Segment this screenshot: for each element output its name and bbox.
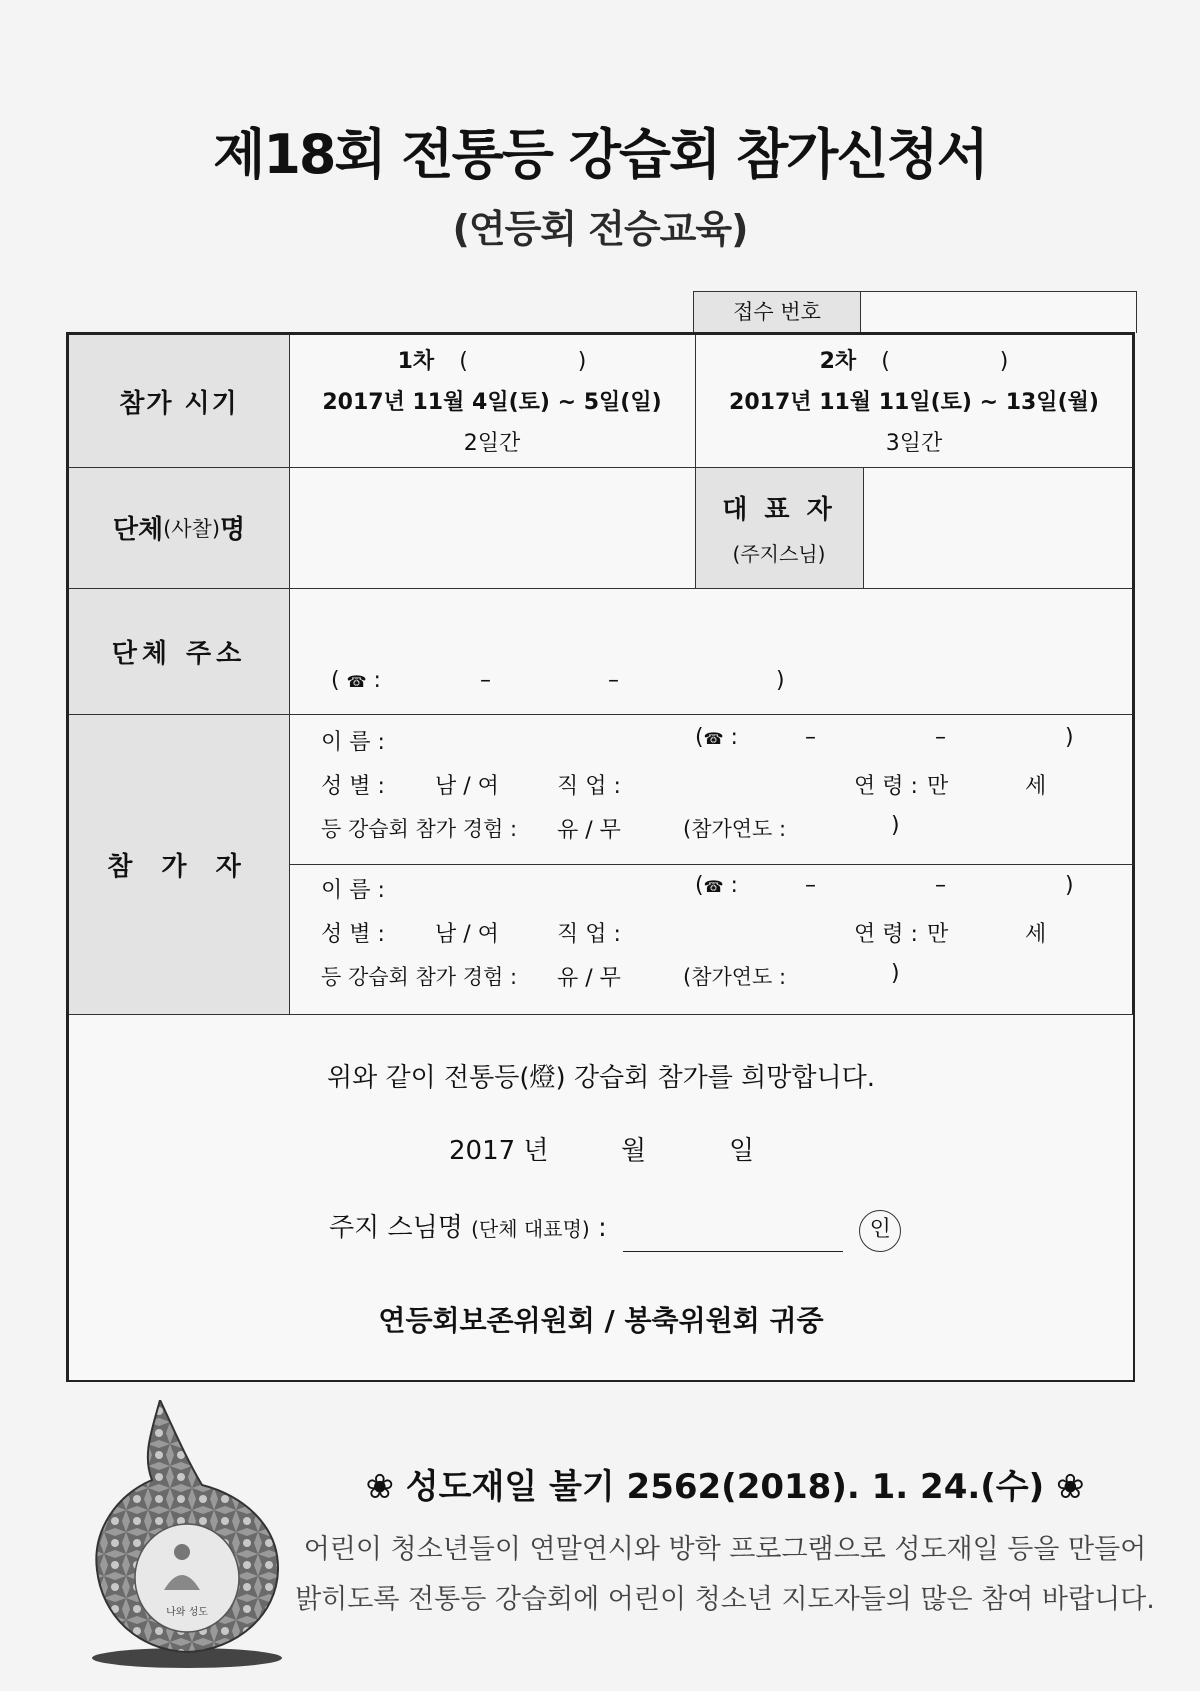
seal-stamp-icon: 인 — [859, 1210, 901, 1252]
p2-phone — [695, 873, 1074, 898]
first-session: 1차 — [397, 349, 435, 374]
p1-age-suffix: 세 — [1025, 774, 1047, 799]
p2-phone-open: ( — [695, 873, 704, 898]
declaration-text: 위와 같이 전통등(燈) 강습회 참가를 희망합니다. — [327, 1063, 875, 1093]
p2-exp-label: 등 강습회 참가 경험 : — [321, 965, 518, 989]
p1-job-label: 직 업 : — [557, 774, 621, 799]
address-label: 단체 주소 — [111, 638, 247, 669]
address-phone-close: ) — [775, 668, 785, 693]
second-session: 2차 — [819, 349, 857, 374]
rep-label-sub: (주지스님) — [732, 541, 826, 566]
page-subtitle: (연등회 전승교육) — [452, 207, 748, 251]
rep-field[interactable] — [865, 469, 1133, 586]
phone-icon: ☎ — [703, 877, 724, 896]
org-label-sub: (사찰) — [163, 516, 221, 541]
address-phone-dash-2: – — [607, 668, 619, 693]
p1-phone-open: ( — [695, 725, 704, 750]
address-phone — [331, 668, 785, 693]
p1-exp-label: 등 강습회 참가 경험 : — [321, 817, 518, 841]
sign-label: 주지 스님명 — [329, 1213, 463, 1243]
flower-icon: ❀ — [1056, 1467, 1085, 1507]
footer-line-1: 어린이 청소년들이 연말연시와 방학 프로그램으로 성도재일 등을 만들어 — [303, 1534, 1147, 1565]
p1-name-label: 이 름 : — [321, 730, 385, 755]
p1-phone-close: ) — [1064, 725, 1074, 750]
declaration-year: 2017 년 — [449, 1136, 549, 1166]
p1-year-label: (참가연도 : — [683, 817, 787, 841]
declaration-month: 월 — [621, 1136, 647, 1166]
signature-field[interactable] — [623, 1225, 843, 1252]
footer-title-text: 성도재일 불기 2562(2018). 1. 24.(수) — [405, 1467, 1045, 1507]
period-label: 참가 시기 — [119, 388, 239, 419]
recipient-org: 연등회보존위원회 / 봉축위원회 귀중 — [378, 1304, 824, 1337]
p2-name-label: 이 름 : — [321, 878, 385, 903]
receipt-number-field[interactable] — [861, 292, 1136, 333]
sign-colon: : — [597, 1213, 607, 1243]
p1-phone — [695, 725, 1074, 750]
participant-1[interactable] — [291, 716, 1133, 864]
p1-year-close: ) — [891, 813, 900, 838]
p1-exp-options[interactable]: 유 / 무 — [557, 818, 621, 843]
p2-phone-colon: : — [730, 873, 738, 898]
p2-year-label: (참가연도 : — [683, 965, 787, 989]
application-form — [66, 332, 1135, 1382]
grid-line — [289, 864, 1133, 865]
rep-label — [695, 467, 863, 588]
address-phone-open: ( — [331, 668, 340, 693]
rep-label-main: 대 표 자 — [722, 494, 836, 525]
p1-gender-options[interactable]: 남 / 여 — [435, 774, 499, 799]
p1-gender-label: 성 별 : — [321, 774, 385, 799]
second-dates: 2017년 11월 11일(토) ~ 13일(월) — [729, 390, 1099, 415]
period-first — [289, 341, 695, 464]
org-name-field[interactable] — [291, 469, 693, 586]
second-open-paren: ( — [881, 349, 890, 374]
p2-age-prefix: 만 — [927, 922, 949, 947]
org-name-label — [69, 467, 289, 588]
p1-phone-colon: : — [730, 725, 738, 750]
p2-age-suffix: 세 — [1025, 922, 1047, 947]
page-title: 제18회 전통등 강습회 참가신청서 — [213, 123, 987, 186]
org-label-end: 명 — [220, 515, 246, 545]
address-phone-colon: : — [373, 668, 381, 693]
participant-label: 참 가 자 — [107, 851, 251, 882]
second-close-paren: ) — [999, 349, 1009, 374]
participant-2[interactable] — [291, 866, 1133, 1014]
phone-icon: ☎ — [346, 672, 367, 691]
phone-icon: ☎ — [703, 729, 724, 748]
p1-phone-dash-1: – — [804, 725, 816, 750]
p2-phone-dash-1: – — [804, 873, 816, 898]
lantern-caption: 나와 성도 — [166, 1607, 208, 1618]
grid-line — [69, 1014, 1133, 1015]
second-days: 3일간 — [885, 431, 943, 456]
receipt-number-label: 접수 번호 — [694, 292, 861, 333]
p2-year-close: ) — [891, 961, 900, 986]
flower-icon: ❀ — [365, 1467, 394, 1507]
p2-gender-options[interactable]: 남 / 여 — [435, 922, 499, 947]
receipt-number-box — [693, 291, 1137, 333]
p1-age-prefix: 만 — [927, 774, 949, 799]
declaration-day: 일 — [729, 1136, 755, 1166]
period-second — [695, 341, 1133, 464]
org-label-main: 단체 — [112, 515, 164, 545]
address-phone-dash-1: – — [479, 668, 491, 693]
p1-phone-dash-2: – — [934, 725, 946, 750]
grid-line — [863, 467, 864, 588]
p2-age-label: 연 령 : — [854, 922, 918, 947]
p2-phone-dash-2: – — [934, 873, 946, 898]
sign-sub: (단체 대표명) — [471, 1217, 590, 1241]
footer-title — [290, 1459, 1160, 1508]
first-dates: 2017년 11월 4일(토) ~ 5일(일) — [322, 390, 662, 415]
p2-phone-close: ) — [1064, 873, 1074, 898]
p2-gender-label: 성 별 : — [321, 922, 385, 947]
p2-job-label: 직 업 : — [557, 922, 621, 947]
p1-age-label: 연 령 : — [854, 774, 918, 799]
first-open-paren: ( — [459, 349, 468, 374]
signature-line — [329, 1207, 901, 1252]
first-days: 2일간 — [463, 431, 521, 456]
first-close-paren: ) — [577, 349, 587, 374]
lotus-lantern-image — [82, 1400, 292, 1670]
p2-exp-options[interactable]: 유 / 무 — [557, 966, 621, 991]
footer-line-2: 밝히도록 전통등 강습회에 어린이 청소년 지도자들의 많은 참여 바랍니다. — [295, 1584, 1155, 1615]
address-field[interactable] — [291, 590, 1133, 670]
